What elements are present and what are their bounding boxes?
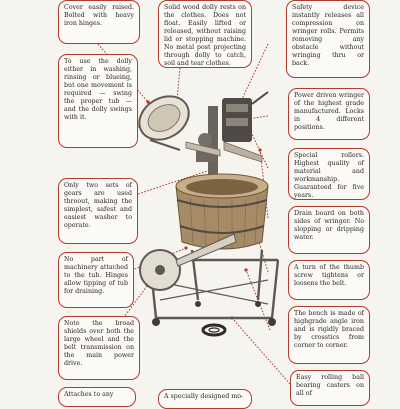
callout-attaches: Attaches to any (58, 387, 136, 407)
caster-wheels (152, 301, 276, 326)
belt-coil (203, 325, 225, 335)
wringer-assembly (186, 92, 268, 186)
callout-thumb-screw: A turn of the thumb screw tightens or loosens the belt. (288, 260, 370, 300)
callout-special-rollers: Special rollers. Highest quality of material and workmanship. Guaranteed for five years. (288, 148, 370, 200)
wooden-tub (176, 174, 268, 249)
callout-power-wringer: Power driven wringer of the highest grade manufactured. Locks in 4 different positions. (288, 88, 370, 140)
callout-broad-shields: Note the broad shields over both the large wheel and the belt transmission on the main power drive. (58, 316, 140, 380)
callout-casters: Easy rolling ball bearing casters on all of (290, 370, 370, 406)
callout-safety-device: Safety device instantly releases all compression on wringer rolls. Permits removing any obstacle without wringing thru or back. (286, 0, 370, 78)
callout-gears: Only two sets of gears are used throout, making the simplest, safest and easiest washer to operate. (58, 178, 138, 244)
callout-motor: A specially designed mo- (158, 389, 252, 409)
callout-bench: The bench is made of highgrade angle iron and is rigidly braced by crosstics from corner to corner. (288, 306, 370, 364)
callout-dolly-use: To use the dolly either in washing, rinsing or blueing, but one movement is required — swing the proper tub — and the dolly swings with it. (58, 54, 138, 148)
callout-no-machinery: No part of machinery attached to the tub. Hinges allow tipping of tub for draining. (58, 252, 134, 308)
callout-solid-wood-dolly: Solid wood dolly rests on the clothes. Does not float. Easily lifted or released, without raising lid or stopping machine. No metal post projecting through dolly to catch, soil and tear clothes. (158, 0, 252, 68)
callout-cover: Cover easily raised. Bolted with heavy iron hinges. (58, 0, 140, 44)
callout-drain-board: Drain board on both sides of wringer. No slopping or dripping water. (288, 206, 370, 254)
cover-lid (131, 88, 196, 150)
